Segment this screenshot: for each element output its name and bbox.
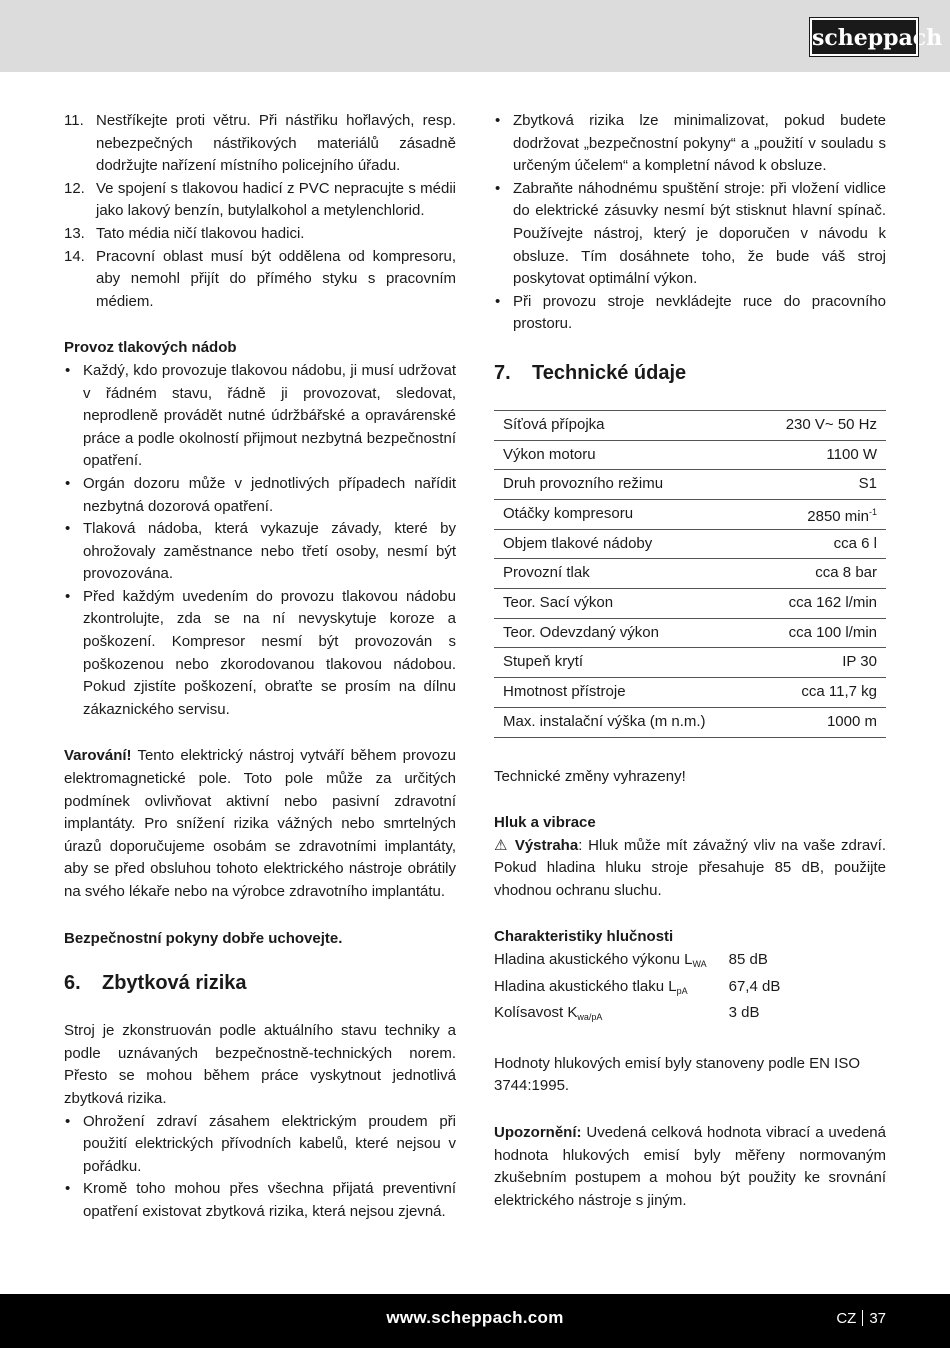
noise-warning-label: Výstraha [514,836,579,854]
technical-changes-note: Technické změny vyhrazeny! [494,767,686,785]
technical-data-table [494,410,886,738]
section-7-title: 7. Technické údaje [494,361,687,384]
list-item: • Zbytková rizika lze minimalizovat, pokud budete dodržovat „bezpečnostní pokyny“ a „použití v souladu s určeným účelem“ a kompletní návod k obsluze. [495,112,886,175]
list-item: • Kromě toho mohou přes všechna přijatá preventivní opatření existovat zbytková rizika, která nejsou zjevná. [65,1180,456,1220]
table-row: Stupeň krytí IP 30 [494,648,886,678]
measurement-note-paragraph: Upozornění: Uvedená celková hodnota vibrací a uvedená hodnota hlukových emisí byly měřeny normovaným zkušebním postupem a mohou být použity ke srovnání elektrického nástroje s jiným. [494,1124,886,1209]
language-code: CZ [836,1310,857,1327]
left-column [64,110,456,1224]
list-item: • Ohrožení zdraví zásahem elektrickým proudem při použití elektrických přívodních kabelů, které nejsou v pořádku. [65,1112,456,1175]
pressure-vessel-heading: Provoz tlakových nádob [64,339,237,357]
table-row: Hladina akustického tlaku $L_{pA}$ 67,4 dB [494,977,781,996]
list-item: 12. Ve spojení s tlakovou hadicí z PVC nepracujte s médii jako lakový benzín, butylalkohol a metylenchlorid. [64,179,456,220]
footer-bar [0,1294,950,1348]
warning-label: Varování! [64,747,132,765]
list-item: • Při provozu stroje nevkládejte ruce do pracovního prostoru. [495,292,886,333]
table-row: Provozní tlak cca 8 bar [494,559,886,589]
noise-warning-paragraph: ⚠ Výstraha: Hluk může mít závažný vliv na vaše zdraví. Pokud hladina hluku stroje přesahuje 85 dB, použijte vhodnou ochranu sluchu. [494,836,887,899]
numbered-safety-list [64,110,456,313]
list-item: 13. Tato média ničí tlakovou hadici. [64,224,305,242]
divider [862,1310,863,1326]
table-row: Otáčky kompresoru 2850 $\min^{-1}$ [494,500,886,530]
table-row: Výkon motoru 1100 W [494,440,886,470]
table-row: Hladina akustického výkonu $L_{WA}$ 85 dB [494,951,768,970]
table-row: Hmotnost přístroje cca 11,7 kg [494,678,886,708]
residual-risks-list-continued [494,110,886,336]
list-item: • Zabraňte náhodnému spuštění stroje: při vložení vidlice do elektrické zásuvky nesmí být stisknut hlavní spínač. Používejte nástroj, který je doporučen v návodu k obsluze. Tím dosáhnete toho, že bude váš stroj poskytovat optimální výkon. [495,179,886,288]
emission-standard-paragraph: Hodnoty hlukových emisí byly stanoveny podle EN ISO 3744:1995. [494,1054,861,1095]
list-item: • Tlaková nádoba, která vykazuje závady, které by ohrožovaly zaměstnance nebo třetí osoby, nesmí být provozována. [65,520,456,583]
section-6-title: 6. Zbytková rizika [64,972,247,995]
table-row: Teor. Sací výkon cca 162 l/min [494,589,886,619]
noise-characteristics-table [494,949,780,1029]
page-number: 37 [869,1310,886,1327]
table-row: Druh provozního režimu S1 [494,470,886,500]
list-item: • Každý, kdo provozuje tlakovou nádobu, ji musí udržovat v řádném stavu, řádně ji provozovat, sledovat, neprodleně provádět nutné údržbářské a opravárenské práce a podle okolností přijmout nezbytná bezpečnostní opatření. [65,361,456,470]
table-row: Max. instalační výška (m n.m.) 1000 m [494,707,886,737]
warning-triangle-icon: ⚠ [494,836,510,854]
table-row: Objem tlakové nádoby cca 6 l [494,529,886,559]
right-column [494,110,886,1212]
list-item: • Orgán dozoru může v jednotlivých případech nařídit nezbytná dozorová opatření. [65,474,456,515]
page-indicator [836,1310,886,1327]
table-row: Kolísavost $K_{wa/pA}$ 3 dB [494,1004,760,1023]
scheppach-logo: scheppach [810,18,918,56]
note-label: Upozornění: [494,1124,582,1142]
website-link[interactable]: www.scheppach.com [386,1308,564,1327]
list-item: 11. Nestříkejte proti větru. Při nástřiku hořlavých, resp. nebezpečných nástřikových materiálů zásadně dodržujte nařízení místního policejního úřadu. [64,112,456,175]
list-item: • Před každým uvedením do provozu tlakovou nádobu zkontrolujte, zda se na ní nevyskytuje koroze a poškození. Kompresor nesmí být provozován s poškozenou nebo zkorodovanou tlakovou nádobou. Pokud zjistíte poškození, obraťte se prosím na dílnu zákaznického servisu. [65,587,456,718]
pressure-vessel-list [64,360,456,722]
table-row: Teor. Odevzdaný výkon cca 100 l/min [494,618,886,648]
noise-vibration-heading: Hluk a vibrace [494,814,596,832]
keep-instructions-note: Bezpečnostní pokyny dobře uchovejte. [64,929,343,947]
residual-risks-intro: Stroj je zkonstruován podle aktuálního stavu techniky a podle uznávaných bezpečnostně-technických norem. Přesto se mohou během práce vyskytnout jednotlivá zbytková rizika. [64,1022,456,1107]
list-item: 14. Pracovní oblast musí být oddělena od kompresoru, aby nemohl přijít do přímého styku s pracovním médiem. [64,247,456,310]
emf-warning-paragraph: Varování! Tento elektrický nástroj vytváří během provozu elektromagnetické pole. Toto pole může za určitých podmínek ovlivňovat aktivní nebo pasivní zdravotní implantáty. Pro snížení rizika vážných nebo smrtelných úrazů doporučujeme osobám se zdravotními implantáty, aby se před obsluhou tohoto elektrického nástroje obrátily na svého lékaře nebo na výrobce zdravotního implantátu. [64,747,456,900]
table-row: Síťová přípojka 230 V~ 50 Hz [494,410,886,440]
residual-risks-list [64,1111,456,1224]
noise-characteristics-heading: Charakteristiky hlučnosti [494,928,674,946]
header-bar [0,0,950,72]
